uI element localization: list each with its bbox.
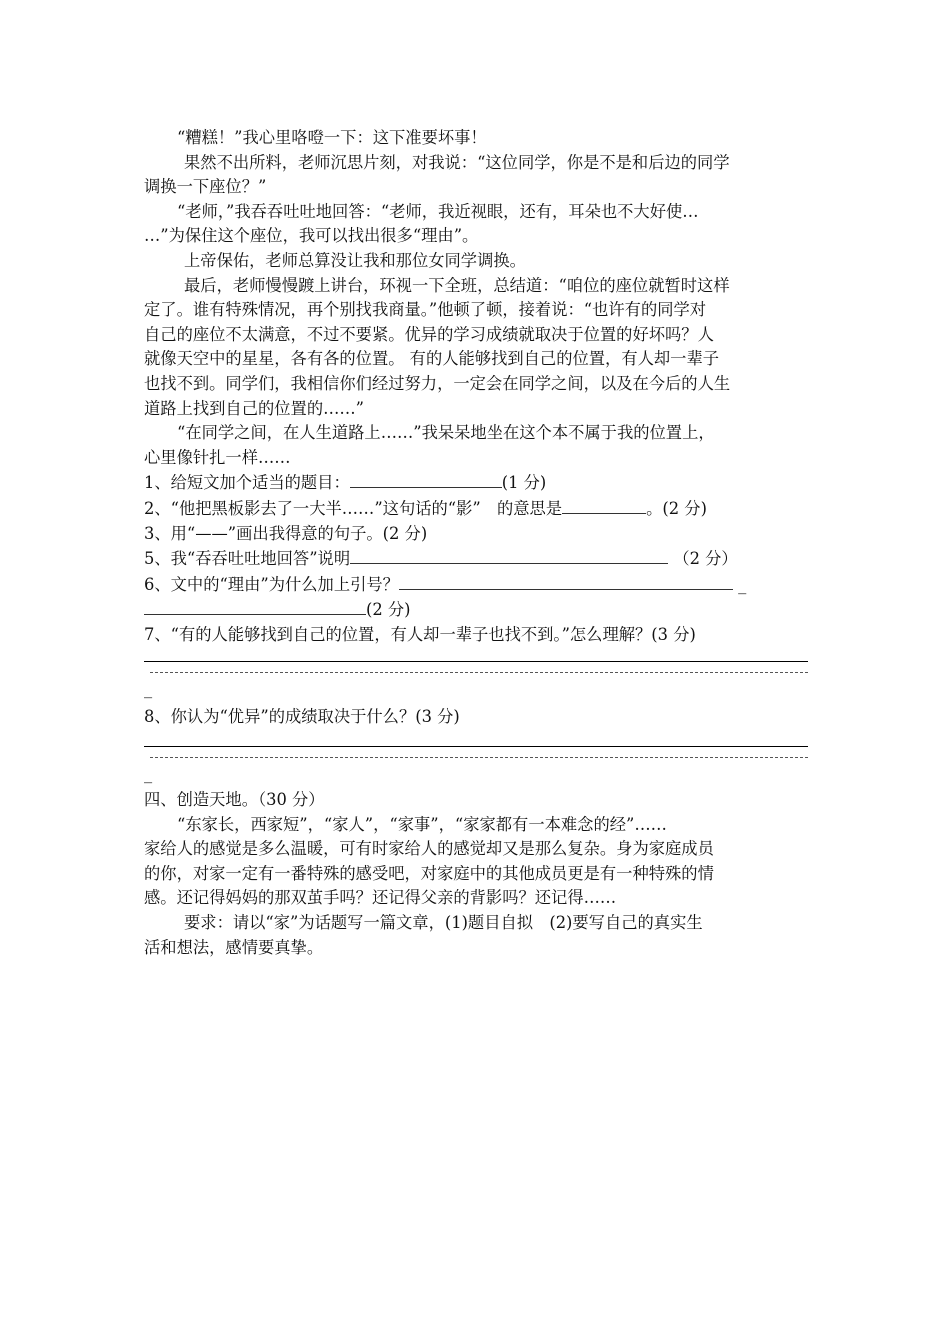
section-4-requirement: 活和想法，感情要真挚。 [144, 937, 324, 957]
passage-line: “老师，”我吞吞吐吐地回答：“老师，我近视眼，还有，耳朵也不大好使… [177, 201, 699, 221]
passage-line: 果然不出所料，老师沉思片刻，对我说：“这位同学，你是不是和后边的同学 [184, 152, 730, 172]
question-6-tail: _ [738, 574, 747, 594]
section-4-requirement: 要求：请以“家”为话题写一篇文章，(1)题目自拟 (2)要写自己的真实生 [184, 913, 703, 933]
section-4-heading: 四、创造天地。（30 分） [144, 790, 325, 810]
question-8: 8、你认为“优异”的成绩取决于什么？(3 分) [144, 707, 460, 727]
question-2 [144, 496, 808, 522]
question-8-answer-line[interactable] [144, 746, 808, 747]
question-5 [144, 546, 808, 572]
section-4-line: 感。还记得妈妈的那双茧手吗？还记得父亲的背影吗？还记得…… [144, 888, 617, 908]
question-7: 7、“有的人能够找到自己的位置，有人却一辈子也找不到。”怎么理解？(3 分) [144, 624, 696, 644]
question-1-text: 1、给短文加个适当的题目： [144, 473, 350, 493]
passage-line: 上帝保佑，老师总算没让我和那位女同学调换。 [184, 250, 526, 270]
passage-line: 也找不到。同学们，我相信你们经过努力，一定会在同学之间，以及在今后的人生 [144, 373, 731, 393]
question-7-dashed-line[interactable] [150, 672, 808, 673]
question-5-score: （2 分） [673, 549, 738, 569]
question-2-text: 2、“他把黑板影去了一大半……”这句话的“影” 的意思是 [144, 498, 563, 518]
question-1-score: (1 分) [501, 473, 547, 493]
passage-line: 定了。谁有特殊情况，再个别找我商量。”他顿了顿，接着说：“也许有的同学对 [144, 300, 707, 320]
section-4-line: “东家长，西家短”，“家人”，“家事”，“家家都有一本难念的经”…… [177, 814, 667, 834]
exam-page [144, 126, 808, 960]
passage-line: …”为保住这个座位，我可以找出很多“理由”。 [144, 226, 479, 246]
passage-line: 最后，老师慢慢踱上讲台，环视一下全班，总结道：“咱位的座位就暂时这样 [184, 275, 730, 295]
question-6-answer-blank-2[interactable] [144, 597, 366, 615]
question-6-answer-blank[interactable] [399, 572, 733, 590]
passage-line: “在同学之间，在人生道路上……”我呆呆地坐在这个本不属于我的位置上， [177, 423, 715, 443]
passage-line: 就像天空中的星星，各有各的位置。 有的人能够找到自己的位置，有人却一辈子 [144, 349, 720, 369]
question-2-score: 。(2 分) [646, 498, 707, 518]
question-6-score: (2 分) [366, 600, 411, 620]
question-1-answer-blank[interactable] [350, 470, 502, 488]
section-4-line: 的你，对家一定有一番特殊的感受吧，对家庭中的其他成员更是有一种特殊的情 [144, 863, 714, 883]
section-4-line: 家给人的感觉是多么温暖，可有时家给人的感觉却又是那么复杂。身为家庭成员 [144, 839, 714, 859]
question-6-text: 6、文中的“理由”为什么加上引号？ [144, 574, 399, 594]
question-1 [144, 470, 808, 496]
question-6-continued [144, 597, 808, 623]
question-6 [144, 572, 808, 598]
question-5-text: 5、我“吞吞吐吐地回答”说明 [144, 549, 351, 569]
passage-line: 自己的座位不太满意，不过不要紧。优异的学习成绩就取决于位置的好坏吗？人 [144, 324, 714, 344]
passage-line: “糟糕！”我心里咯噔一下：这下准要坏事！ [177, 128, 487, 147]
line-tick: _ [144, 764, 153, 784]
passage-line: 调换一下座位？” [144, 177, 267, 197]
question-8-dashed-line[interactable] [150, 757, 808, 758]
passage-line: 心里像针扎一样…… [144, 447, 291, 467]
question-2-answer-blank[interactable] [562, 496, 646, 514]
question-5-answer-blank[interactable] [350, 546, 668, 564]
question-3: 3、用“——”画出我得意的句子。(2 分) [144, 523, 428, 543]
line-tick: _ [144, 679, 153, 699]
question-7-answer-line[interactable] [144, 661, 808, 662]
passage-line: 道路上找到自己的位置的……” [144, 398, 364, 418]
